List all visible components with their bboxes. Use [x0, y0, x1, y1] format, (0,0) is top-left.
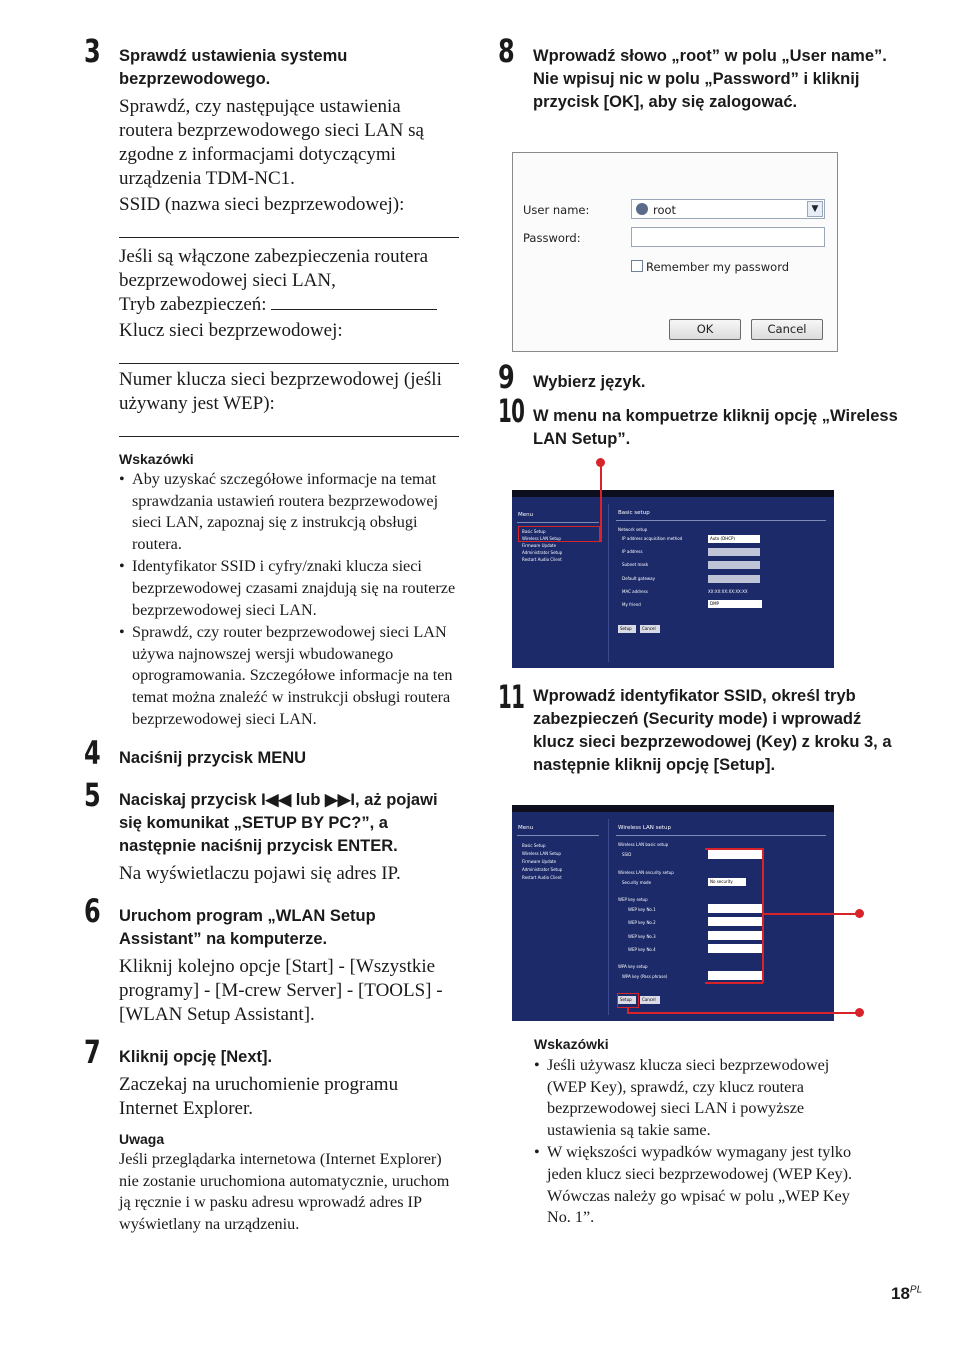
step-4: [84, 734, 459, 773]
step-heading: W menu na kompuetrze kliknij opcję „Wireless LAN Setup”.: [533, 407, 898, 448]
section-title: Wireless LAN security setup: [618, 870, 674, 875]
select-value: No security: [710, 879, 733, 884]
left-column: [84, 32, 459, 1236]
panel-divider: [608, 504, 609, 662]
step-6: [84, 892, 459, 1027]
note-item: • W większości wypadków wymagany jest tylko jeden klucz sieci bezprzewodowej (WEP Key). Wówczas należy go wpisać w polu „WEP Key No. 1”.: [534, 1142, 870, 1228]
top-bar: [512, 805, 834, 812]
panel-title: Basic setup: [618, 510, 650, 516]
step-number: 11: [498, 678, 525, 716]
step-heading: Wprowadź słowo „root” w polu „User name”. Nie wpisuj nic w polu „Password” i kliknij przycisk [OK], aby się zalogować.: [533, 47, 887, 111]
security-intro: Jeśli są włączone zabezpieczenia routera bezprzewodowej sieci LAN,: [119, 246, 429, 291]
ssid-label: SSID (nazwa sieci bezprzewodowej):: [119, 194, 405, 215]
step-number: 3: [84, 32, 100, 70]
user-avatar-icon: [636, 203, 648, 215]
menu-item[interactable]: Administrator Setup: [522, 867, 563, 872]
callout-line: [600, 463, 602, 542]
security-mode-line: [119, 293, 459, 317]
menu-title: Menu: [518, 825, 534, 831]
note-body: Jeśli przeglądarka internetowa (Internet Explorer) nie zostanie uruchomiona automatycznie, uruchom ją ręcznie i w pasku adresu wprowadź adres IP wyświetlany na urządzeniu.: [119, 1150, 450, 1233]
menu-item[interactable]: Administrator Setup: [522, 550, 563, 555]
security-mode-label: Tryb zabezpieczeń:: [119, 294, 267, 315]
user-name-field[interactable]: [631, 199, 825, 219]
gateway-field[interactable]: [708, 575, 760, 583]
page-suffix: PL: [909, 1284, 923, 1296]
select-value: Auto (DHCP): [710, 536, 735, 541]
step-heading: Naciśnij przycisk MENU: [119, 749, 307, 768]
key-label: Klucz sieci bezprzewodowej:: [119, 320, 343, 341]
notes-list: [119, 469, 459, 730]
basic-setup-screenshot: [512, 490, 834, 668]
user-name-label: User name:: [523, 203, 590, 217]
notes-list: [534, 1055, 870, 1229]
section-title: WPA key setup: [618, 964, 648, 969]
step-7: [84, 1033, 459, 1235]
step-9: [498, 358, 905, 396]
ssid-blank: [119, 217, 459, 238]
row-label: SSID: [622, 852, 632, 857]
step-11: [498, 678, 905, 777]
page-number: [891, 1284, 922, 1304]
step-heading: Kliknij opcję [Next].: [119, 1048, 273, 1067]
callout-box: [518, 526, 600, 542]
callout-tick: [705, 848, 763, 850]
callout-tick: [705, 982, 763, 984]
callout-bracket: [762, 848, 764, 983]
menu-divider: [517, 522, 599, 523]
section-title: WEP key setup: [618, 897, 648, 902]
step-3: [84, 32, 459, 730]
step-number: 6: [84, 892, 100, 931]
password-label: Password:: [523, 231, 581, 245]
wep-key-2-field[interactable]: [708, 917, 762, 926]
step-number: 8: [498, 32, 514, 70]
key-blank: [119, 343, 459, 364]
step-heading: Sprawdź ustawienia systemu bezprzewodowego.: [119, 47, 348, 88]
remember-checkbox[interactable]: [631, 260, 643, 272]
menu-item[interactable]: Restart Audio Client: [522, 557, 562, 562]
note-item: • Sprawdź, czy router bezprzewodowej sieci LAN używa najnowszej wersji wbudowanego oprogramowania. Szczegółowe informacje na ten temat można znaleźć w instrukcji obsługi routera bezprzewodowej sieci LAN.: [119, 622, 459, 730]
cancel-label: Cancel: [642, 626, 656, 631]
name-field[interactable]: [708, 600, 762, 608]
notes-title: Wskazówki: [119, 451, 194, 467]
step-body: Kliknij kolejno opcje [Start] - [Wszystkie programy] - [M-crew Server] - [TOOLS] - [WLAN Setup Assistant].: [119, 956, 443, 1026]
note-title: Uwaga: [119, 1131, 165, 1148]
step-body: Sprawdź, czy następujące ustawienia routera bezprzewodowego sieci LAN są zgodne z informacjami dotyczącymi urządzenia TDM-NC1.: [119, 96, 424, 189]
step-heading: Wprowadź identyfikator SSID, określ tryb zabezpieczeń (Security mode) i wprowadź klucz sieci bezprzewodowej (Key) z kroku 3, a następnie kliknij opcję [Setup].: [533, 687, 892, 774]
row-label: WEP key No.3: [628, 934, 656, 939]
subnet-field[interactable]: [708, 561, 760, 569]
menu-divider: [517, 835, 599, 836]
row-label: WEP key No.1: [628, 907, 656, 912]
step-number: 9: [498, 358, 514, 396]
note-item: • Jeśli używasz klucza sieci bezprzewodowej (WEP Key), sprawdź, czy klucz routera bezprzewodowej sieci LAN i powyższe ustawienia są takie same.: [534, 1055, 870, 1141]
password-field[interactable]: [631, 227, 825, 247]
step-heading: Naciskaj przycisk I◀◀ lub ▶▶I, aż pojawi się komunikat „SETUP BY PC?”, a następnie naciśnij przycisk ENTER.: [119, 791, 438, 856]
user-name-value: root: [653, 203, 677, 217]
section-title: Wireless LAN basic setup: [618, 842, 669, 847]
step-number: 7: [84, 1033, 100, 1072]
wep-label: Numer klucza sieci bezprzewodowej (jeśli używany jest WEP):: [119, 369, 442, 414]
page-number-value: 18: [891, 1284, 910, 1303]
login-dialog-screenshot: [512, 152, 838, 352]
cancel-button[interactable]: [640, 996, 660, 1004]
ip-method-select[interactable]: [708, 535, 760, 543]
row-label: Default gateway: [622, 576, 655, 581]
row-label: My friend: [622, 602, 641, 607]
step-5: [84, 776, 459, 886]
notes-title: Wskazówki: [534, 1036, 609, 1052]
step-8: [498, 32, 905, 114]
name-value: DMP: [710, 601, 719, 606]
callout-box: [617, 993, 639, 1008]
step-number: 10: [498, 392, 525, 430]
right-notes: [534, 1034, 870, 1229]
wep-blank: [119, 416, 459, 437]
setup-button[interactable]: [618, 625, 636, 633]
menu-item[interactable]: Basic Setup: [522, 529, 546, 534]
row-label: WEP key No.2: [628, 920, 656, 925]
row-label: Subnet mask: [622, 562, 649, 567]
setup-label: Setup: [620, 997, 632, 1002]
remember-label: Remember my password: [646, 260, 790, 274]
callout-line: [763, 913, 858, 915]
step-number: 5: [84, 776, 100, 815]
callout-dot: [855, 909, 864, 918]
wep-key-3-field[interactable]: [708, 931, 762, 940]
step-10: [498, 392, 905, 451]
security-mode-blank: [271, 295, 437, 310]
menu-item[interactable]: Firmware Update: [522, 543, 557, 548]
menu-item[interactable]: Restart Audio Client: [522, 875, 562, 880]
panel-divider: [608, 819, 609, 1015]
row-label: IP address: [622, 549, 643, 554]
menu-item[interactable]: Basic Setup: [522, 843, 546, 848]
wep-key-4-field[interactable]: [708, 944, 762, 953]
row-label: WEP key No.4: [628, 947, 656, 952]
menu-title: Menu: [518, 512, 534, 518]
callout-line: [627, 1012, 857, 1014]
row-label: IP address acquisition method: [622, 536, 683, 541]
panel-rule: [616, 835, 826, 836]
cancel-button[interactable]: Cancel: [751, 319, 823, 340]
cancel-label: Cancel: [642, 997, 656, 1002]
row-label: MAC address: [622, 589, 648, 594]
step-number: 4: [84, 734, 100, 773]
panel-rule: [616, 520, 826, 521]
setup-label: Setup: [620, 626, 632, 631]
step-heading: Uruchom program „WLAN Setup Assistant” na komputerze.: [119, 907, 376, 949]
callout-dot: [855, 1008, 864, 1017]
top-bar: [512, 490, 834, 497]
ip-address-field[interactable]: [708, 548, 760, 556]
step-heading: Wybierz język.: [533, 373, 646, 391]
note-item: • Identyfikator SSID i cyfry/znaki klucza sieci bezprzewodowej czasami znajdują się na routerze bezprzewodowej sieci LAN.: [119, 556, 459, 621]
note-item: • Aby uzyskać szczegółowe informacje na temat sprawdzania ustawień routera bezprzewodowej sieci LAN, zapoznaj się z instrukcją obsługi routera.: [119, 469, 459, 555]
chevron-down-icon[interactable]: ▼: [807, 201, 823, 217]
menu-item[interactable]: Wireless LAN Setup: [522, 536, 561, 541]
row-label: WPA key (Pass phrase): [622, 974, 668, 979]
step-body: Na wyświetlaczu pojawi się adres IP.: [119, 863, 401, 885]
menu-item[interactable]: Wireless LAN Setup: [522, 851, 561, 856]
step-body: Zaczekaj na uruchomienie programu Internet Explorer.: [119, 1074, 399, 1120]
menu-item[interactable]: Firmware Update: [522, 859, 557, 864]
ok-button[interactable]: OK: [669, 319, 741, 340]
ssid-field[interactable]: [708, 850, 762, 859]
section-title: Network setup: [618, 527, 648, 532]
wpa-key-field[interactable]: [708, 971, 762, 980]
row-label: Security mode: [622, 880, 652, 885]
panel-title: Wireless LAN setup: [618, 825, 671, 831]
cancel-button[interactable]: [640, 625, 660, 633]
wep-key-1-field[interactable]: [708, 904, 762, 913]
mac-value: XX:XX:XX:XX:XX:XX: [708, 589, 748, 594]
security-mode-select[interactable]: [708, 878, 746, 886]
